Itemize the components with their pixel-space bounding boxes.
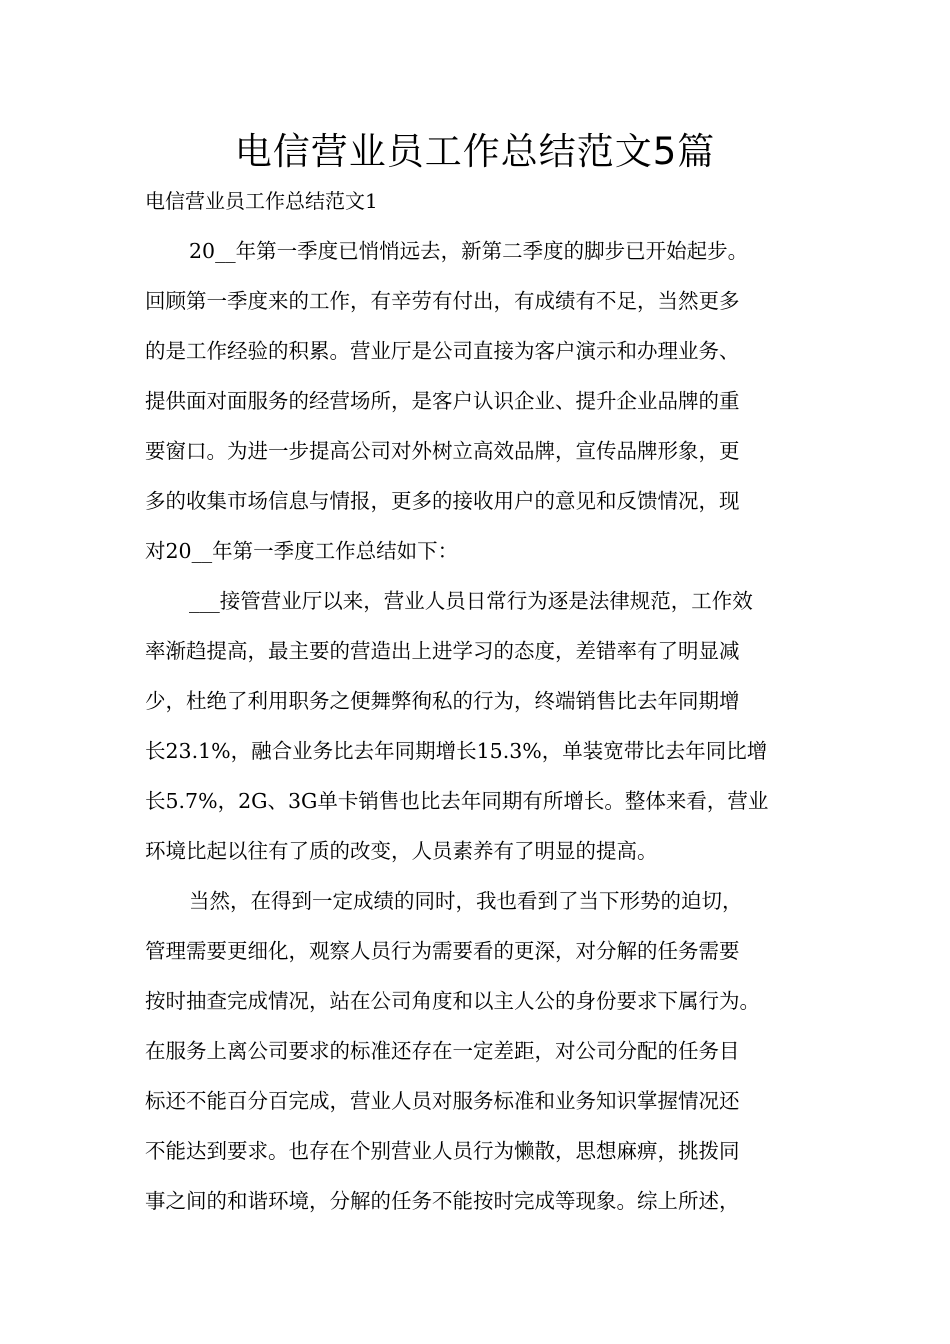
document-title: 电信营业员工作总结范文5篇	[234, 130, 716, 173]
paragraph-2	[145, 576, 825, 876]
paragraph-line: 在服务上离公司要求的标准还存在一定差距，对公司分配的任务目	[145, 1039, 740, 1063]
paragraph-line: 要窗口。为进一步提高公司对外树立高效品牌，宣传品牌形象，更	[145, 439, 740, 463]
paragraph-line: 标还不能百分百完成，营业人员对服务标准和业务知识掌握情况还	[145, 1089, 740, 1113]
paragraph-line: 对20__年第一季度工作总结如下：	[145, 539, 459, 563]
paragraph-1	[145, 226, 825, 576]
paragraph-line: 长23.1%，融合业务比去年同期增长15.3%，单装宽带比去年同比增	[145, 739, 768, 763]
paragraph-line: 提供面对面服务的经营场所，是客户认识企业、提升企业品牌的重	[145, 389, 740, 413]
paragraph-3	[145, 876, 825, 1226]
paragraph-line: 20__年第一季度已悄悄远去，新第二季度的脚步已开始起步。	[189, 239, 749, 263]
paragraph-line: 按时抽查完成情况，站在公司角度和以主人公的身份要求下属行为。	[145, 989, 760, 1013]
paragraph-line: 不能达到要求。也存在个别营业人员行为懒散，思想麻痹，挑拨同	[145, 1139, 740, 1163]
paragraph-line: 长5.7%，2G、3G单卡销售也比去年同期有所增长。整体来看，营业	[145, 789, 769, 813]
paragraph-line: 管理需要更细化，观察人员行为需要看的更深，对分解的任务需要	[145, 939, 740, 963]
document-subtitle: 电信营业员工作总结范文1	[145, 189, 378, 213]
paragraph-line: ___接管营业厅以来，营业人员日常行为逐是法律规范，工作效	[189, 589, 753, 613]
paragraph-line: 回顾第一季度来的工作，有辛劳有付出，有成绩有不足，当然更多	[145, 289, 740, 313]
paragraph-line: 环境比起以往有了质的改变，人员素养有了明显的提高。	[145, 839, 658, 863]
paragraph-line: 少，杜绝了利用职务之便舞弊徇私的行为，终端销售比去年同期增	[145, 689, 740, 713]
paragraph-line: 事之间的和谐环境，分解的任务不能按时完成等现象。综上所述，	[145, 1189, 740, 1213]
paragraph-line: 率渐趋提高，最主要的营造出上进学习的态度，差错率有了明显减	[145, 639, 740, 663]
paragraph-line: 的是工作经验的积累。营业厅是公司直接为客户演示和办理业务、	[145, 339, 740, 363]
paragraph-line: 当然，在得到一定成绩的同时，我也看到了当下形势的迫切，	[189, 889, 743, 913]
paragraph-line: 多的收集市场信息与情报，更多的接收用户的意见和反馈情况，现	[145, 489, 740, 513]
